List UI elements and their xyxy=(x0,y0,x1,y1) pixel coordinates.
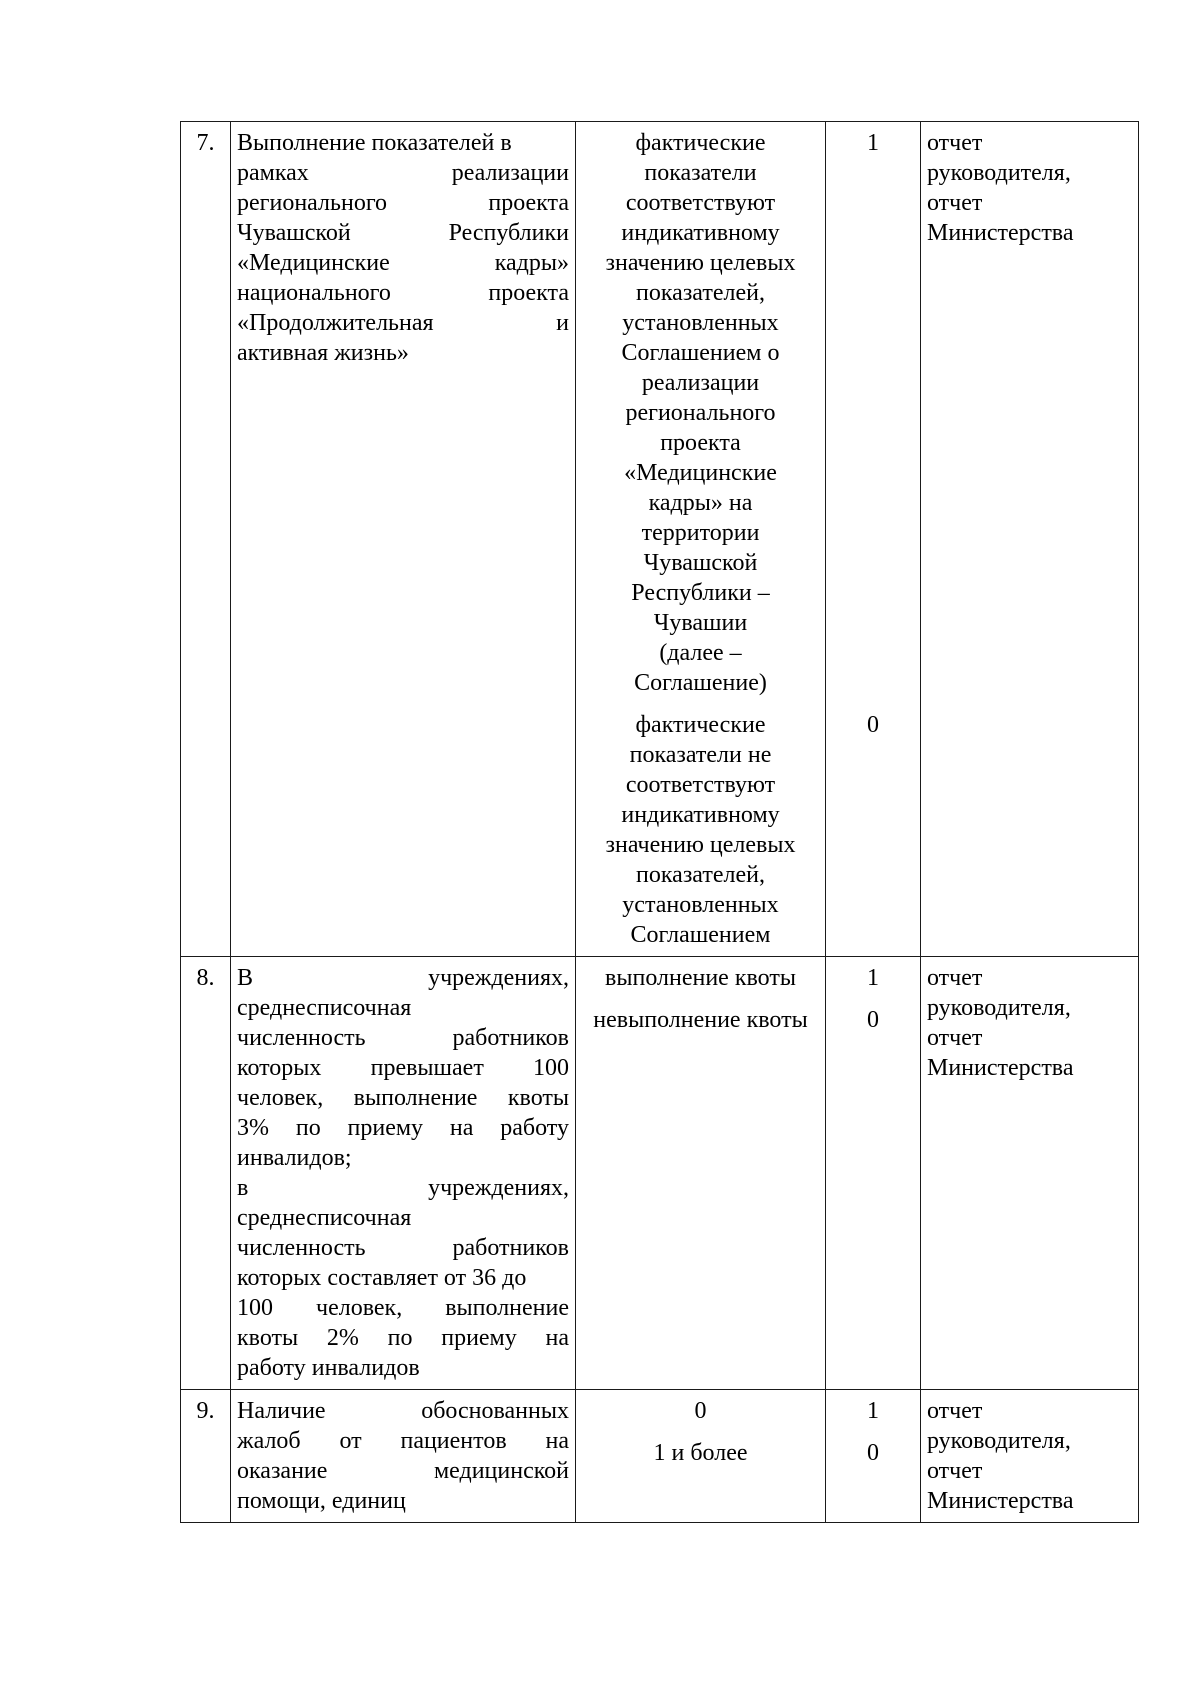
source-cell xyxy=(921,1390,1139,1523)
indicator-name-word: Выполнение показателей в xyxy=(237,130,512,156)
indicator-name-word: от xyxy=(339,1428,362,1454)
indicator-name-word: по xyxy=(387,1325,413,1351)
indicator-name-word: среднесписочная xyxy=(237,995,412,1021)
criterion-text-line: проекта xyxy=(660,430,741,456)
criterion-text-line: территории xyxy=(641,520,760,546)
indicator-name-word: пациентов xyxy=(400,1428,507,1454)
criterion-block xyxy=(582,1005,819,1035)
table-row xyxy=(181,122,1139,957)
indicator-name-word: рамках xyxy=(237,160,309,186)
criterion-text-line: (далее – xyxy=(659,640,742,666)
score-cell xyxy=(826,122,921,957)
indicator-name-word: человек, xyxy=(316,1295,403,1321)
criterion-text-line: показателей, xyxy=(636,280,765,306)
source-line: отчет xyxy=(927,965,983,991)
indicator-name-word: работу инвалидов xyxy=(237,1355,420,1381)
indicator-name-word: работников xyxy=(452,1025,569,1051)
row-number: 7. xyxy=(181,122,231,957)
score-cell xyxy=(826,957,921,1390)
indicator-name-word: по xyxy=(295,1115,321,1141)
criterion-block xyxy=(582,963,819,993)
indicator-name-word: приему xyxy=(347,1115,424,1141)
criterion-block xyxy=(582,1438,819,1468)
indicator-name-line xyxy=(237,308,569,338)
indicator-name-word: кадры» xyxy=(494,250,569,276)
indicator-name-word: выполнение xyxy=(445,1295,569,1321)
criterion-text-line: Республики – xyxy=(631,580,770,606)
indicator-name-word: квоты xyxy=(507,1085,569,1111)
source-cell xyxy=(921,957,1139,1390)
indicator-name-line xyxy=(237,338,569,368)
indicator-name-line xyxy=(237,1143,569,1173)
indicator-name-line xyxy=(237,1023,569,1053)
indicator-name-line xyxy=(237,128,569,158)
indicator-name-line xyxy=(237,1426,569,1456)
indicator-name-line xyxy=(237,248,569,278)
indicator-name-word: работников xyxy=(452,1235,569,1261)
indicator-name-line xyxy=(237,158,569,188)
source-line: отчет xyxy=(927,130,983,156)
indicator-name-word: численность xyxy=(237,1025,366,1051)
criterion-text-line: установленных xyxy=(622,892,779,918)
criterion-text-line: фактические xyxy=(635,130,766,156)
score-value: 0 xyxy=(867,1440,879,1466)
indicator-name-line xyxy=(237,1486,569,1516)
indicator-name-word: учреждениях, xyxy=(428,1175,569,1201)
indicator-name-word: активная жизнь» xyxy=(237,340,409,366)
source-line: Министерства xyxy=(927,220,1074,246)
criterion-text-line: выполнение квоты xyxy=(605,965,796,991)
row-number: 8. xyxy=(181,957,231,1390)
score-cell xyxy=(826,1390,921,1523)
indicator-name-line xyxy=(237,1233,569,1263)
indicator-name-word: превышает xyxy=(370,1055,484,1081)
indicator-name-line xyxy=(237,1113,569,1143)
criterion-text-line: соответствуют xyxy=(625,190,776,216)
source-line: отчет xyxy=(927,190,983,216)
table-row xyxy=(181,1390,1139,1523)
indicator-name-word: Республики xyxy=(448,220,569,246)
criterion-text-line: значению целевых xyxy=(605,250,796,276)
score-value: 0 xyxy=(867,712,879,738)
source-line: отчет xyxy=(927,1398,983,1424)
indicator-name-word: выполнение xyxy=(353,1085,478,1111)
indicator-name-word: на xyxy=(449,1115,474,1141)
indicator-name xyxy=(231,122,576,957)
indicator-name-word: в xyxy=(237,1175,249,1201)
indicator-name-word: проекта xyxy=(488,280,569,306)
indicator-name-line xyxy=(237,1323,569,1353)
indicator-name-word: 3% xyxy=(237,1115,269,1141)
indicator-name-line xyxy=(237,1263,569,1293)
indicator-name-word: приему xyxy=(441,1325,517,1351)
indicator-name-word: проекта xyxy=(488,190,569,216)
indicator-name-word: В xyxy=(237,965,254,991)
source-line: руководителя, xyxy=(927,1428,1071,1454)
indicator-name-word: инвалидов; xyxy=(237,1145,352,1171)
source-line: руководителя, xyxy=(927,160,1071,186)
criterion-block xyxy=(582,710,819,950)
indicator-name-word: которых составляет от 36 до xyxy=(237,1265,527,1291)
criterion-text-line: показателей, xyxy=(636,862,765,888)
criterion-text-line: индикативному xyxy=(621,220,780,246)
source-line: отчет xyxy=(927,1458,983,1484)
criteria-cell xyxy=(576,957,826,1390)
indicator-name-line xyxy=(237,1053,569,1083)
indicator-name-word: регионального xyxy=(237,190,388,216)
indicator-name-word: 100 xyxy=(237,1295,273,1321)
indicator-name-word: помощи, единиц xyxy=(237,1488,406,1514)
indicator-name xyxy=(231,957,576,1390)
criterion-text-line: реализации xyxy=(641,370,760,396)
indicator-name-word: медицинской xyxy=(433,1458,569,1484)
indicator-name-line xyxy=(237,1203,569,1233)
indicator-name-word: Чувашской xyxy=(237,220,351,246)
criteria-cell xyxy=(576,1390,826,1523)
indicator-name-line xyxy=(237,1396,569,1426)
criterion-text-line: показатели не xyxy=(629,742,772,768)
criterion-text-line: регионального xyxy=(625,400,776,426)
criteria-cell xyxy=(576,122,826,957)
indicator-name-line xyxy=(237,1173,569,1203)
criterion-text-line: соответствуют xyxy=(625,772,776,798)
criterion-text-line: установленных xyxy=(622,310,779,336)
indicator-name-word: численность xyxy=(237,1235,366,1261)
score-value: 0 xyxy=(867,1007,879,1033)
table-row xyxy=(181,957,1139,1390)
indicator-name-word: Наличие xyxy=(237,1398,326,1424)
indicator-name-word: обоснованных xyxy=(421,1398,569,1424)
score-value: 1 xyxy=(867,965,879,991)
indicator-name-line xyxy=(237,1353,569,1383)
indicator-name-line xyxy=(237,278,569,308)
indicator-name-word: «Продолжительная xyxy=(237,310,434,336)
indicator-name-line xyxy=(237,1456,569,1486)
criterion-block xyxy=(582,128,819,698)
criterion-text-line: Соглашением xyxy=(630,922,771,948)
score-value: 1 xyxy=(867,130,879,156)
indicator-name xyxy=(231,1390,576,1523)
indicator-name-line xyxy=(237,993,569,1023)
indicator-name-word: реализации xyxy=(451,160,569,186)
source-cell xyxy=(921,122,1139,957)
indicator-name-word: национального xyxy=(237,280,391,306)
indicator-name-line xyxy=(237,963,569,993)
indicator-name-word: работу xyxy=(500,1115,569,1141)
source-line: Министерства xyxy=(927,1488,1074,1514)
table-body xyxy=(181,122,1139,1523)
indicator-name-word: оказание xyxy=(237,1458,328,1484)
indicator-name-word: квоты xyxy=(237,1325,299,1351)
indicator-name-word: жалоб xyxy=(237,1428,301,1454)
criteria-table xyxy=(180,121,1139,1523)
indicator-name-word: на xyxy=(545,1428,569,1454)
score-value: 1 xyxy=(867,1398,879,1424)
criterion-text-line: индикативному xyxy=(621,802,780,828)
criterion-text-line: 0 xyxy=(694,1398,707,1424)
criterion-text-line: «Медицинские xyxy=(624,460,777,486)
indicator-name-word: 2% xyxy=(326,1325,359,1351)
indicator-name-word: человек, xyxy=(237,1085,324,1111)
indicator-name-word: и xyxy=(556,310,569,336)
indicator-name-line xyxy=(237,1083,569,1113)
indicator-name-line xyxy=(237,218,569,248)
criterion-text-line: невыполнение квоты xyxy=(593,1007,808,1033)
indicator-name-word: 100 xyxy=(533,1055,569,1081)
criterion-text-line: кадры» на xyxy=(648,490,753,516)
criterion-text-line: значению целевых xyxy=(605,832,796,858)
criterion-text-line: Чувашии xyxy=(653,610,748,636)
criterion-text-line: 1 и более xyxy=(653,1440,748,1466)
indicator-name-word: «Медицинские xyxy=(237,250,390,276)
criterion-text-line: Соглашением о xyxy=(621,340,780,366)
indicator-name-word: учреждениях, xyxy=(428,965,569,991)
indicator-name-line xyxy=(237,188,569,218)
row-number: 9. xyxy=(181,1390,231,1523)
criterion-text-line: Чувашской xyxy=(643,550,758,576)
criterion-block xyxy=(582,1396,819,1426)
indicator-name-word: на xyxy=(545,1325,569,1351)
source-line: руководителя, xyxy=(927,995,1071,1021)
criterion-text-line: Соглашение) xyxy=(634,670,767,696)
criterion-text-line: фактические xyxy=(635,712,766,738)
indicator-name-line xyxy=(237,1293,569,1323)
indicator-name-word: среднесписочная xyxy=(237,1205,412,1231)
indicator-name-word: которых xyxy=(237,1055,322,1081)
source-line: Министерства xyxy=(927,1055,1074,1081)
criterion-text-line: показатели xyxy=(644,160,757,186)
source-line: отчет xyxy=(927,1025,983,1051)
